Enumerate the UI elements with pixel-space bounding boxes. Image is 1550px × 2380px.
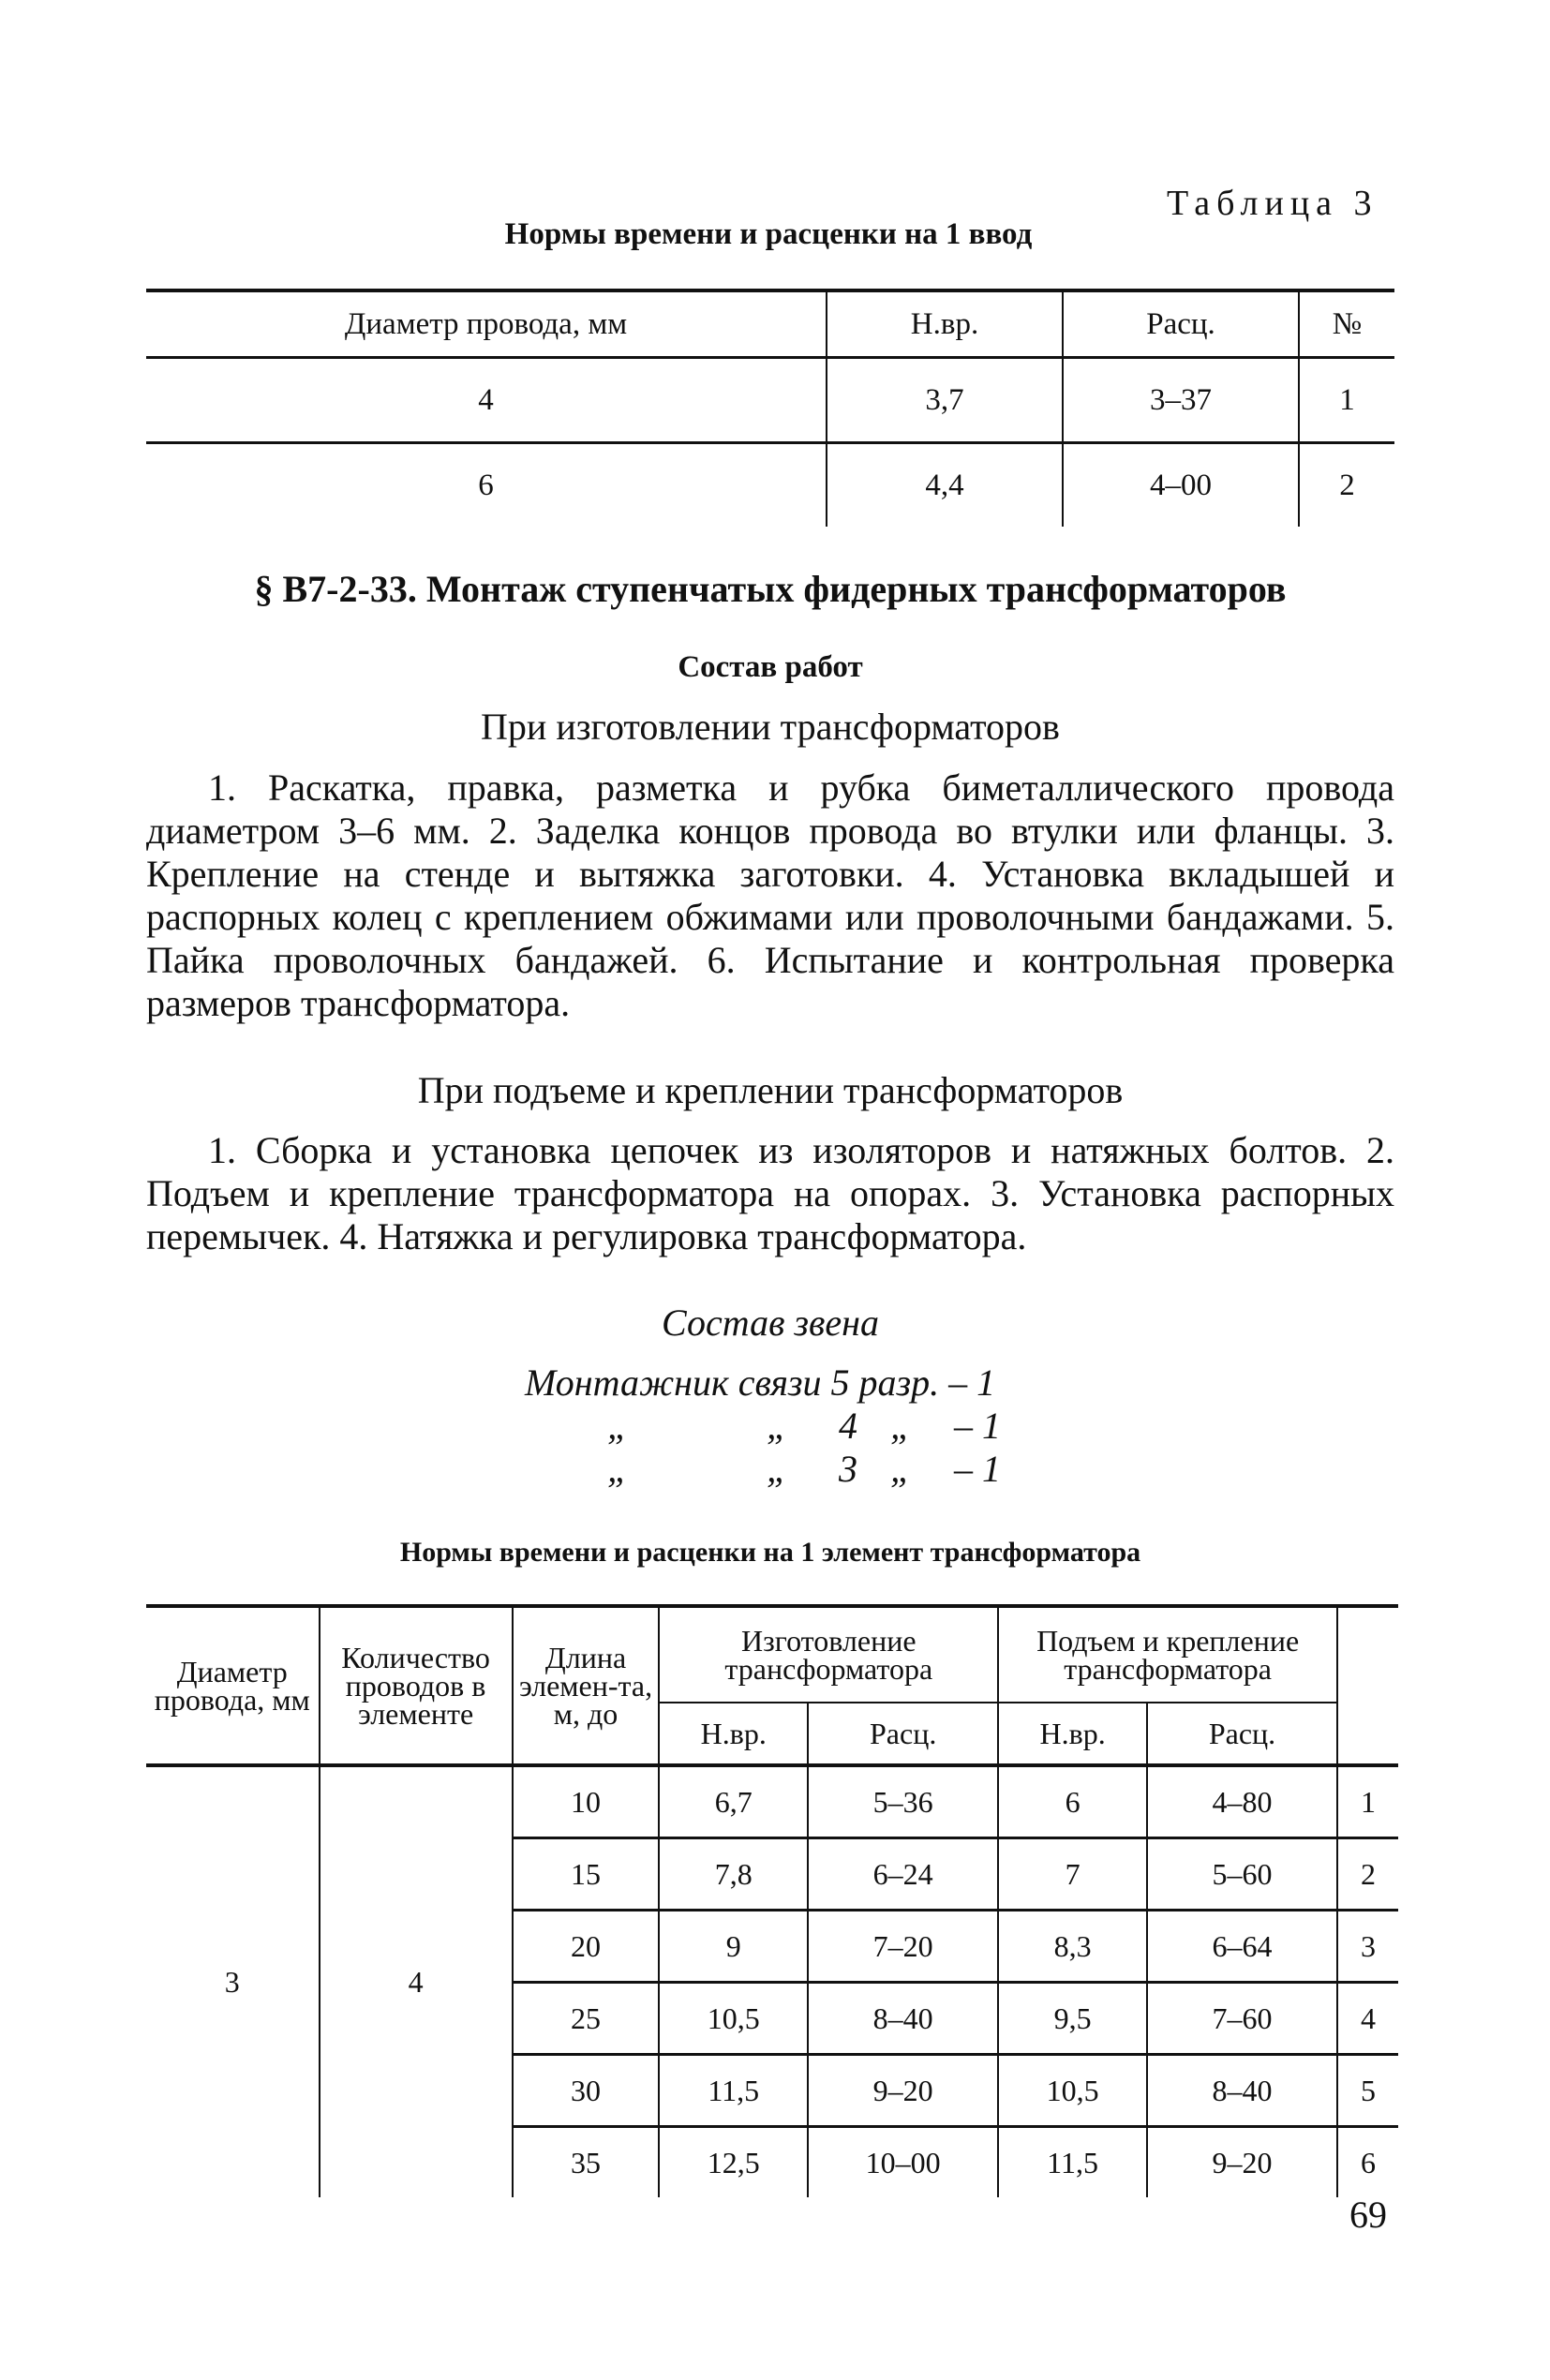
t2-cell: 7,8 bbox=[659, 1838, 808, 1911]
t2-wires-cell: 4 bbox=[320, 1765, 513, 2197]
t1-cell: 4–00 bbox=[1063, 443, 1299, 528]
t2-cell: 35 bbox=[513, 2127, 660, 2198]
t2-cell: 7–20 bbox=[808, 1911, 998, 1983]
t2-cell: 10,5 bbox=[998, 2055, 1147, 2127]
table-label: Таблица 3 bbox=[1167, 184, 1379, 223]
t2-header-length: Длина элемен-та, м, до bbox=[513, 1606, 660, 1765]
t2-cell: 1 bbox=[1337, 1765, 1398, 1838]
crew-count: – 1 bbox=[954, 1405, 1001, 1447]
t2-header-nvr: Н.вр. bbox=[659, 1703, 808, 1765]
t1-cell: 1 bbox=[1299, 358, 1394, 443]
table1 bbox=[146, 289, 1394, 527]
t1-cell: 6 bbox=[146, 443, 827, 528]
t2-cell: 10 bbox=[513, 1765, 660, 1838]
t2-cell: 8,3 bbox=[998, 1911, 1147, 1983]
t2-cell: 9–20 bbox=[808, 2055, 998, 2127]
t2-cell: 11,5 bbox=[998, 2127, 1147, 2198]
t1-header-rasc: Расц. bbox=[1063, 290, 1299, 358]
t2-cell: 4 bbox=[1337, 1983, 1398, 2055]
t2-cell: 6,7 bbox=[659, 1765, 808, 1838]
table-row bbox=[146, 443, 1394, 528]
t2-header-manufacture: Изготовление трансформатора bbox=[659, 1606, 998, 1703]
t2-cell: 6 bbox=[1337, 2127, 1398, 2198]
subsection-title-lifting: При подъеме и креплении трансформаторов bbox=[417, 1069, 1124, 1111]
t2-cell: 10,5 bbox=[659, 1983, 808, 2055]
crew-grade: 3 bbox=[839, 1448, 857, 1490]
crew-title: Состав звена bbox=[661, 1302, 879, 1344]
t2-cell: 5–36 bbox=[808, 1765, 998, 1838]
t2-header-rasc: Расц. bbox=[1147, 1703, 1337, 1765]
ditto-mark: „ bbox=[607, 1405, 629, 1447]
t1-header-nvr: Н.вр. bbox=[827, 290, 1063, 358]
crew-line-1: Монтажник связи 5 разр. – 1 bbox=[525, 1361, 996, 1404]
t2-cell: 6–64 bbox=[1147, 1911, 1337, 1983]
t2-cell: 9 bbox=[659, 1911, 808, 1983]
t2-cell: 12,5 bbox=[659, 2127, 808, 2198]
table-row bbox=[146, 1765, 1398, 1838]
ditto-mark: „ bbox=[767, 1448, 788, 1490]
t2-cell: 11,5 bbox=[659, 2055, 808, 2127]
t1-cell: 3–37 bbox=[1063, 358, 1299, 443]
t2-cell: 7–60 bbox=[1147, 1983, 1337, 2055]
t2-cell: 9,5 bbox=[998, 1983, 1147, 2055]
t2-header-rasc: Расц. bbox=[808, 1703, 998, 1765]
t1-cell: 3,7 bbox=[827, 358, 1063, 443]
t2-header-diameter: Диаметр провода, мм bbox=[146, 1606, 320, 1765]
paragraph-lifting: 1. Сборка и установка цепочек из изоляторов и натяжных болтов. 2. Подъем и крепление трансформатора на опорах. 3. Установка распорных перемычек. 4. Натяжка и регулировка трансформатора. bbox=[146, 1129, 1394, 1257]
t2-cell: 2 bbox=[1337, 1838, 1398, 1911]
t2-cell: 10–00 bbox=[808, 2127, 998, 2198]
t2-cell: 6 bbox=[998, 1765, 1147, 1838]
t2-header-nvr: Н.вр. bbox=[998, 1703, 1147, 1765]
table-row bbox=[146, 358, 1394, 443]
t2-cell: 30 bbox=[513, 2055, 660, 2127]
crew-grade: 4 bbox=[839, 1405, 857, 1447]
t2-cell: 20 bbox=[513, 1911, 660, 1983]
t2-cell: 4–80 bbox=[1147, 1765, 1337, 1838]
t2-header-wires: Количество проводов в элементе bbox=[320, 1606, 513, 1765]
t1-cell: 4 bbox=[478, 382, 494, 417]
t2-cell: 6–24 bbox=[808, 1838, 998, 1911]
t2-header-lifting: Подъем и крепление трансформатора bbox=[998, 1606, 1337, 1703]
composition-title: Состав работ bbox=[678, 650, 863, 684]
t2-cell: 8–40 bbox=[1147, 2055, 1337, 2127]
t2-cell: 8–40 bbox=[808, 1983, 998, 2055]
t1-cell: 4,4 bbox=[827, 443, 1063, 528]
t2-diameter-cell: 3 bbox=[224, 1965, 240, 1999]
section-title: § В7-2-33. Монтаж ступенчатых фидерных трансформаторов bbox=[254, 568, 1287, 610]
ditto-mark: „ bbox=[890, 1405, 912, 1447]
ditto-mark: „ bbox=[890, 1448, 912, 1490]
page-number: 69 bbox=[1349, 2194, 1387, 2236]
paragraph-manufacture: 1. Раскатка, правка, разметка и рубка биметаллического провода диаметром 3–6 мм. 2. Заделка концов провода во втулки или фланцы. 3. Крепление на стенде и вытяжка заготовки. 4. Установка вкладышей и распорных колец с креплением обжимами или проволочными бандажами. 5. Пайка проволочных бандажей. 6. Испытание и контрольная проверка размеров трансформатора. bbox=[146, 766, 1394, 1024]
crew-count: – 1 bbox=[954, 1448, 1001, 1490]
t2-cell: 15 bbox=[513, 1838, 660, 1911]
t2-cell: 7 bbox=[998, 1838, 1147, 1911]
subsection-title-manufacture: При изготовлении трансформаторов bbox=[481, 706, 1060, 748]
t1-header-diameter: Диаметр провода, мм bbox=[146, 290, 827, 358]
table2-title: Нормы времени и расценки на 1 элемент трансформатора bbox=[399, 1537, 1141, 1568]
t2-cell: 9–20 bbox=[1147, 2127, 1337, 2198]
t2-cell: 5 bbox=[1337, 2055, 1398, 2127]
ditto-mark: „ bbox=[767, 1405, 788, 1447]
table2 bbox=[146, 1604, 1398, 2197]
t2-cell: 3 bbox=[1337, 1911, 1398, 1983]
t2-cell: 25 bbox=[513, 1983, 660, 2055]
t1-cell: 2 bbox=[1299, 443, 1394, 528]
t2-header-no bbox=[1337, 1606, 1398, 1765]
table1-title: Нормы времени и расценки на 1 ввод bbox=[504, 217, 1033, 251]
t1-header-no: № bbox=[1299, 290, 1394, 358]
ditto-mark: „ bbox=[607, 1448, 629, 1490]
t2-cell: 5–60 bbox=[1147, 1838, 1337, 1911]
